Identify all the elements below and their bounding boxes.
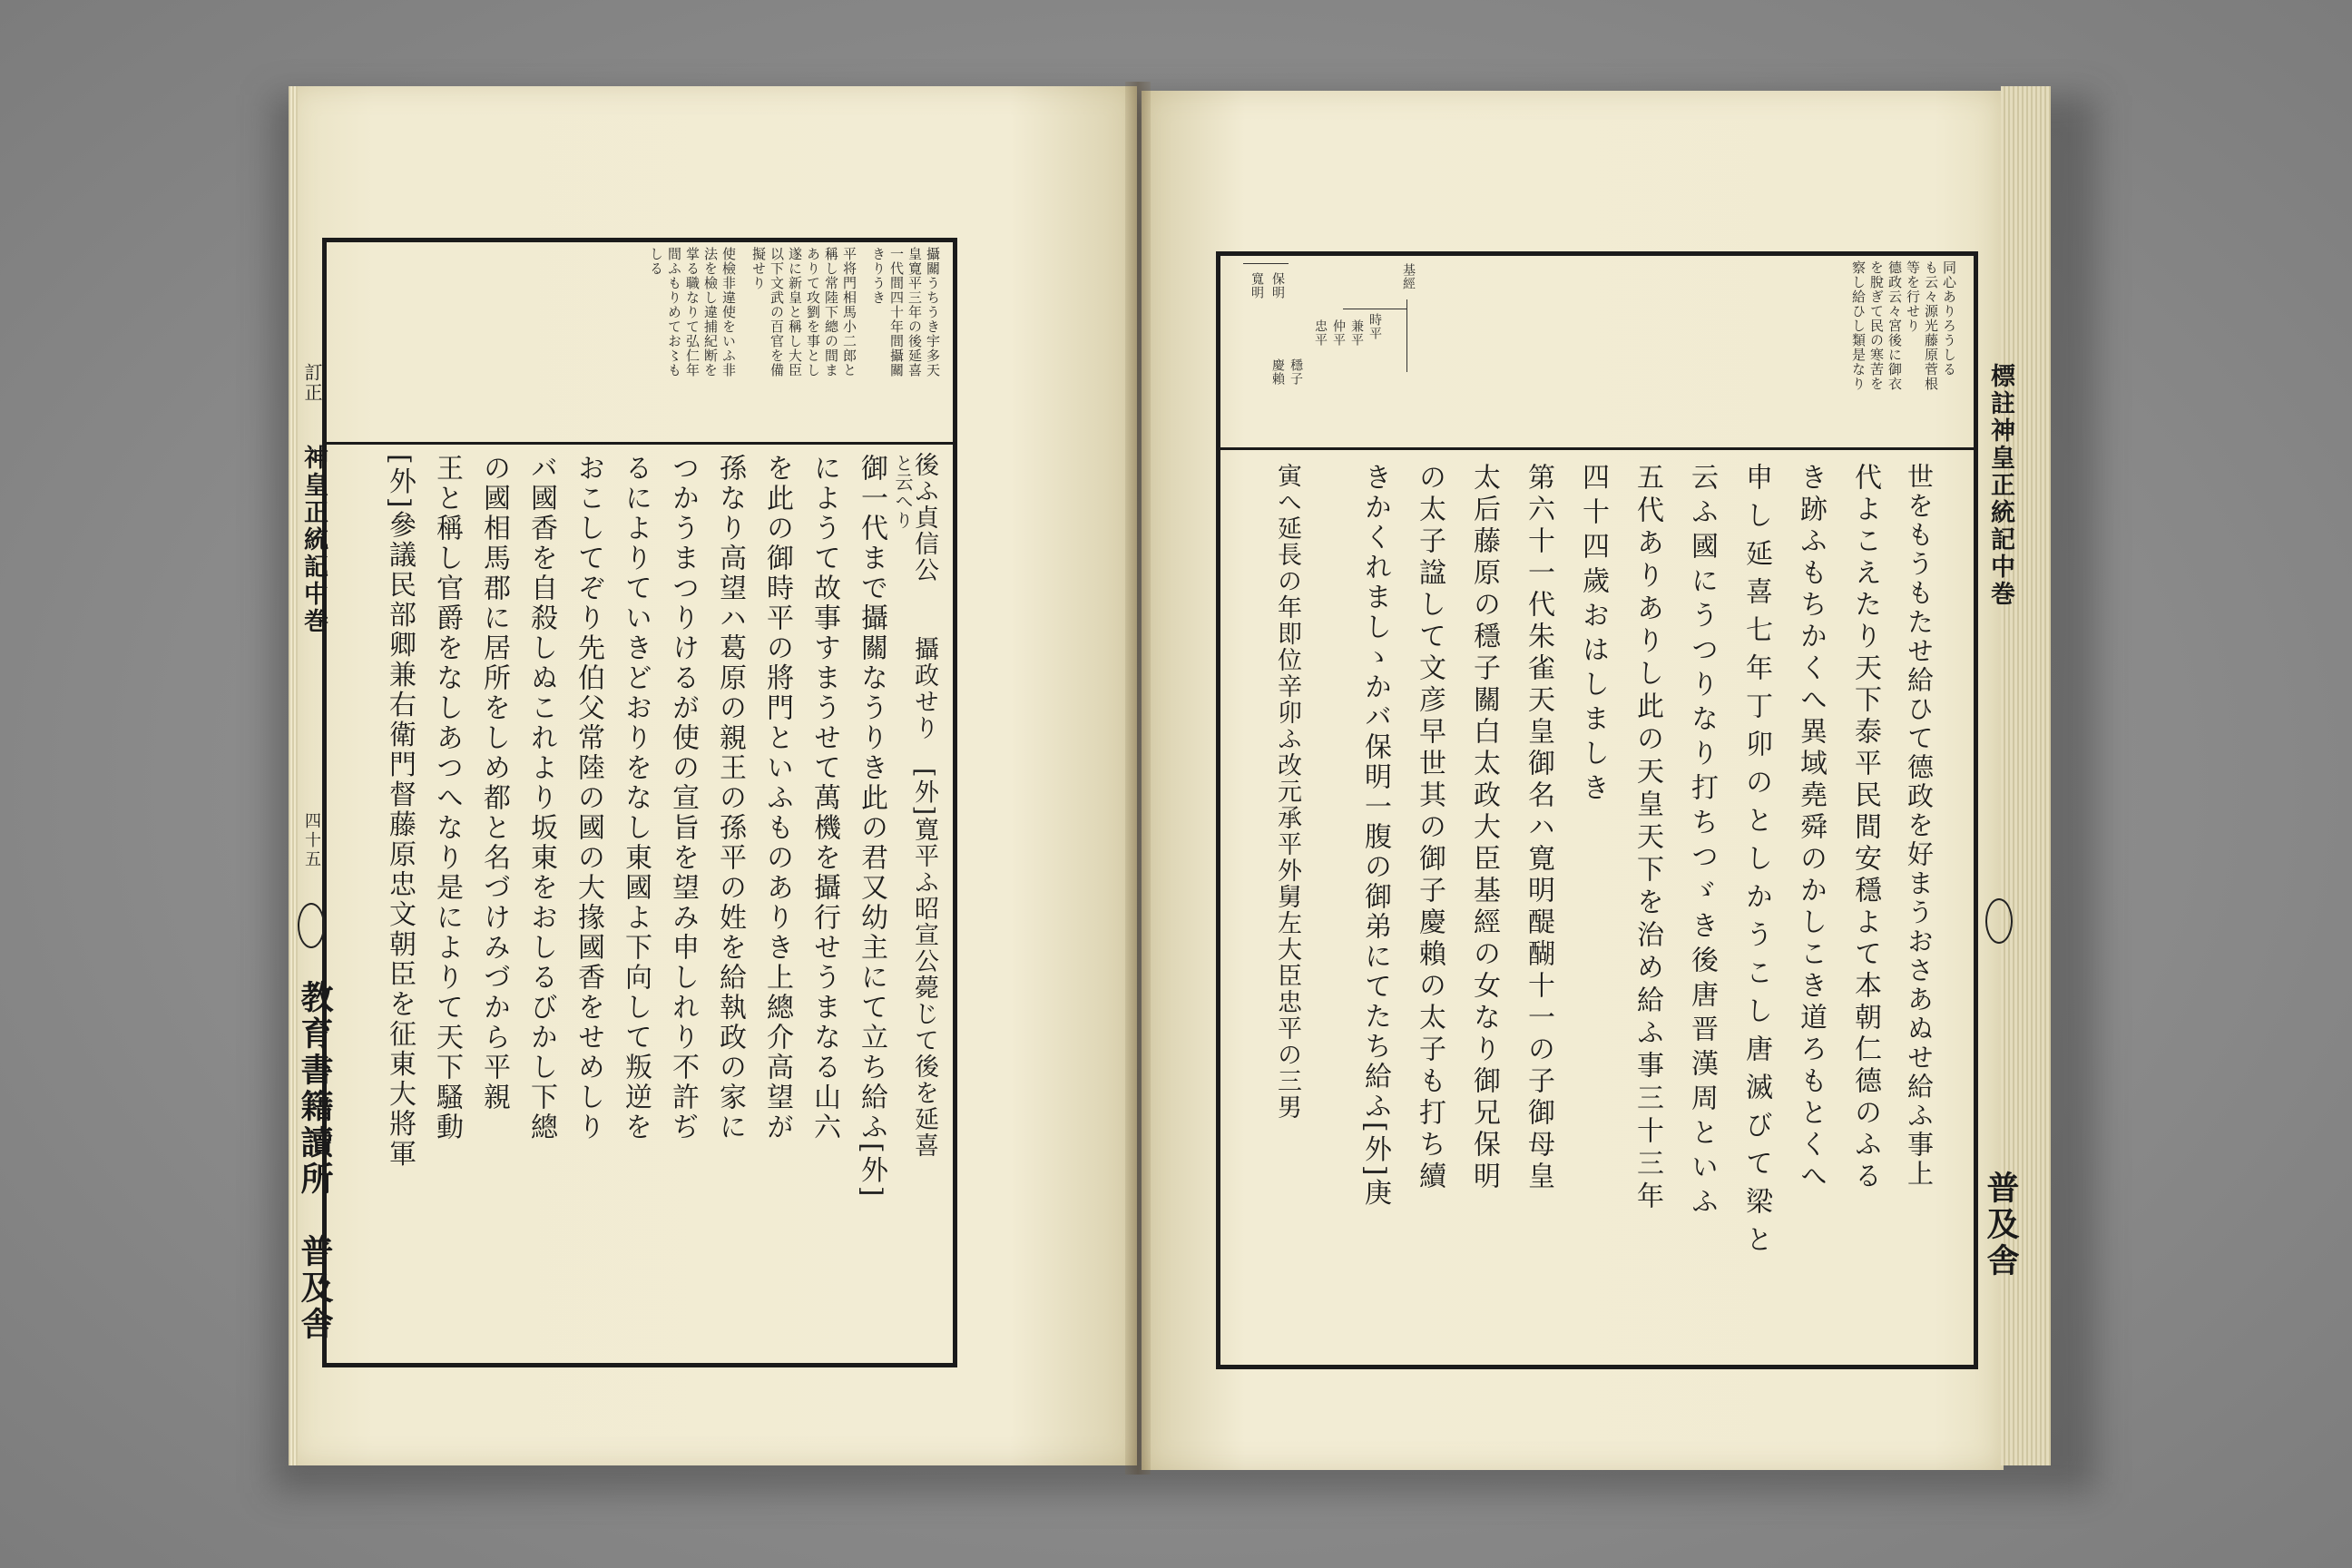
left-main-col-5: を此の御時平の將門といふものありき上總介高望が (761, 454, 793, 1142)
right-publisher: 普及舎 (1982, 1171, 2020, 1279)
genealogy-line-great (1243, 263, 1289, 264)
left-main-col-13: [外]參議民部卿兼右衛門督藤原忠文朝臣を征東大將軍 (384, 454, 416, 1170)
left-main-col-6: 孫なり高望ハ葛原の親王の孫平の姓を給執政の家に (714, 454, 746, 1142)
left-main-col-11: の國相馬郡に居所をしめ都と名づけみづから平親 (478, 454, 510, 1112)
left-margin-title: 神皇正統記中巻 (299, 445, 328, 635)
right-note-6: 察し給ひし類是なり (1850, 260, 1867, 391)
genealogy-great-3: 慶賴 (1270, 358, 1285, 386)
genealogy-child-2: 兼平 (1349, 319, 1364, 347)
left-publisher: 教育書籍讀所 普及舎 (296, 980, 334, 1343)
genealogy-great-1: 保明 (1270, 272, 1285, 299)
genealogy-root: 基經 (1401, 263, 1416, 290)
left-main-col-3: 御一代まで攝關なうりき此の君又幼主にて立ち給ふ[外] (856, 454, 887, 1200)
genealogy-child-4: 忠平 (1313, 319, 1328, 347)
right-main-col-3: き跡ふもちかくへ異域堯舜のかしこき道ろもとくへ (1795, 463, 1827, 1193)
left-note-6: 稱し常陸下總の間ま (823, 247, 839, 377)
left-margin-title-prefix: 訂正 (301, 363, 323, 403)
right-main-col-1: 世をもうもたせ給ひて德政を好まうおさあぬせ給ふ事上 (1904, 463, 1935, 1189)
genealogy-great-2: 寬明 (1250, 272, 1264, 299)
left-main-col-4: にようて故事すまうせて萬機を攝行せうまなる山六 (808, 454, 840, 1142)
right-main-col-12: 寅へ延長の年即位辛卯ふ改元承平外舅左大臣忠平の三男 (1273, 463, 1301, 1121)
left-note-9: 以下文武の百官を備 (769, 247, 785, 377)
left-note-3: 一代間四十年間攝關 (888, 247, 905, 377)
right-main-col-11: きかくれましゝかバ保明一腹の御弟にてたち給ふ[外]庚 (1359, 463, 1391, 1209)
right-main-col-8: 第六十一代朱雀天皇御名ハ寛明醍醐十一の子御母皇 (1523, 463, 1554, 1193)
left-note-12: 法を檢し違捕紀断を (702, 247, 719, 377)
left-note-15: しる (648, 247, 664, 276)
right-main-col-7: 四十四歲おはしましき (1577, 463, 1609, 808)
genealogy-child-1: 時平 (1367, 313, 1382, 340)
right-note-4: 德政云々宮後に御衣 (1886, 260, 1903, 391)
left-main-col-9: おこしてぞり先伯父常陸の國の大掾國香をせめしり (573, 454, 604, 1142)
left-note-14: 間ふもりめてお〻も (666, 247, 682, 377)
left-note-divider (322, 442, 957, 445)
right-note-5: を脫ぎて民の寒苦を (1868, 260, 1885, 391)
right-fishtail-mark (1985, 898, 2013, 944)
left-note-7: ありて攻劉を事とし (805, 247, 821, 377)
right-margin-title: 標註神皇正統記中巻 (1986, 363, 2014, 608)
right-main-col-2: 代よこえたり天下泰平民間安穩よて本朝仁德のふる (1849, 463, 1881, 1193)
left-main-col-10: バ國香を自殺しぬこれより坂東をおしるびかし下總 (525, 454, 557, 1142)
right-main-col-6: 五代ありありし此の天皇天下を治め給ふ事三十三年 (1632, 463, 1663, 1214)
right-main-col-4: 申し延喜七年丁卯のとしかうこし唐滅びて梁と (1740, 463, 1772, 1263)
genealogy-child-3: 仲平 (1331, 319, 1346, 347)
left-main-col-7: つかうまつりけるが使の宣旨を望み申しれり不許ぢ (667, 454, 699, 1142)
left-note-11: 使檢非違使をいふ非 (720, 247, 737, 377)
right-main-col-9: 太后藤原の穩子關白太政大臣基經の女なり御兄保明 (1468, 463, 1500, 1193)
left-main-col-8: るによりていきどおりをなし東國よ下向して叛逆を (620, 454, 652, 1142)
left-note-5: 平将門相馬小二郎と (841, 247, 858, 377)
left-folio: 四十五 (302, 812, 321, 869)
left-main-col-1: 後ふ貞信公 攝政せり [外]寛平ふ昭宣公薨じて後を延喜 (910, 452, 938, 1160)
left-note-10: 擬せり (750, 247, 767, 290)
left-note-8: 遂に新皇と稱し大臣 (787, 247, 803, 377)
right-main-col-10: の太子諡して文彦早世其の御子慶賴の太子も打ち續 (1414, 463, 1446, 1193)
right-main-col-5: 云ふ國にうつりなり打ちつゞき後唐晋漢周といふ (1686, 463, 1718, 1221)
right-note-1: 同心ありろうしる (1941, 260, 1957, 377)
left-note-13: 掌る職なりて弘仁年 (684, 247, 701, 377)
left-main-col-12: 王と稱し官爵をなしあつへなり是によりて天下騷動 (431, 454, 463, 1142)
book-gutter (1125, 82, 1151, 1475)
left-main-col-2: と云へり (892, 454, 914, 530)
left-note-2: 皇寛平三年の後延喜 (906, 247, 923, 377)
right-note-divider (1216, 447, 1978, 450)
left-note-1: 攝關うちうき宇多天 (925, 247, 941, 377)
genealogy-line-root (1406, 299, 1407, 372)
right-note-3: 等を行せり (1905, 260, 1921, 333)
left-note-4: きりうき (870, 247, 887, 305)
left-fishtail-mark (298, 903, 325, 948)
genealogy-grandchild: 穩子 (1289, 358, 1303, 386)
right-note-2: も云々源光藤原菅根 (1923, 260, 1939, 391)
